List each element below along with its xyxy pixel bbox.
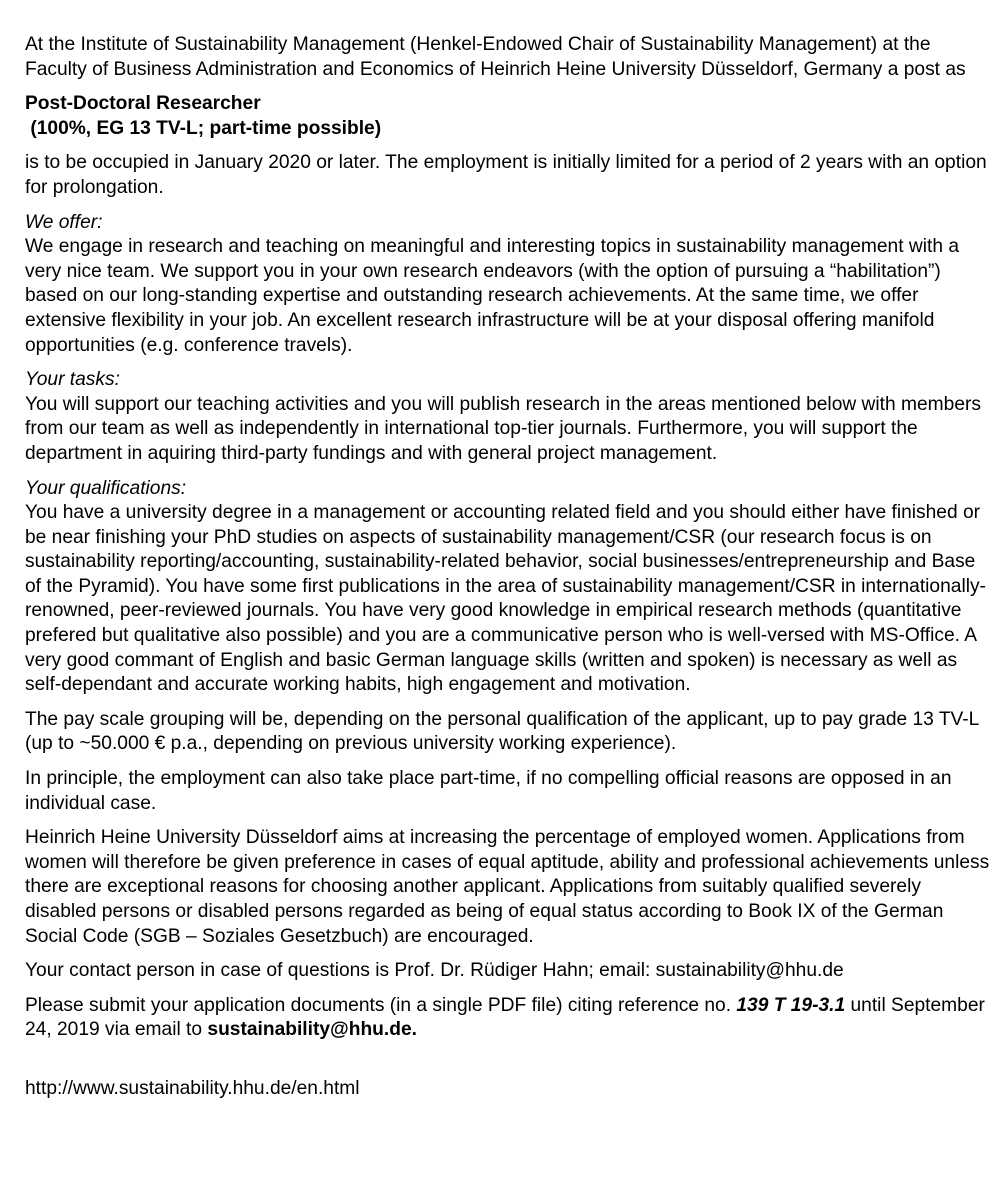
contact-paragraph: Your contact person in case of questions is Prof. Dr. Rüdiger Hahn; email: sustainability@hhu.de <box>25 960 844 982</box>
qualifications-text: You have a university degree in a management or accounting related field and you should either have finished or be near finishing your PhD studies on aspects of sustainability management/CSR (our research focus is on sustainability reporting/accounting, sustainability-related behavior, social businesses/entrepreneurship and Base of the Pyramid). You have some first publications in the area of sustainability management/CSR in internationally-renowned, peer-reviewed journals. You have very good knowledge in empirical research methods (quantitative prefered but qualitative also possible) and you are a communicative person who is well-versed with MS-Office. A very good commant of English and basic German language skills (written and spoken) is necessary as well as self-dependant and accurate working habits, high engagement and motivation. <box>25 502 986 696</box>
tasks-section <box>25 368 990 466</box>
tasks-text: You will support our teaching activities and you will publish research in the areas mentioned below with members from our team as well as independently in international top-tier journals. Furthermore, you will support the department in aquiring third-party fundings and with general project management. <box>25 393 981 464</box>
website-link[interactable]: http://www.sustainability.hhu.de/en.html <box>25 1077 360 1099</box>
reference-number: 139 T 19-3.1 <box>736 994 846 1016</box>
position-title: Post-Doctoral Researcher <box>25 93 261 115</box>
qualifications-section <box>25 477 990 698</box>
pay-paragraph: The pay scale grouping will be, depending on the personal qualification of the applicant, up to pay grade 13 TV-L (up to ~50.000 € p.a., depending on previous university working experience). <box>25 708 979 755</box>
application-text-start: Please submit your application documents (in a single PDF file) citing reference no. <box>25 994 737 1016</box>
position-subtitle: (100%, EG 13 TV-L; part-time possible) <box>25 117 382 139</box>
application-paragraph <box>25 994 990 1043</box>
part-time-paragraph: In principle, the employment can also take place part-time, if no compelling official reasons are opposed in an individual case. <box>25 768 952 814</box>
equality-paragraph: Heinrich Heine University Düsseldorf aims at increasing the percentage of employed women. Applications from women will therefore be given preference in cases of equal aptitude, ability and professional achievements unless there are exceptional reasons for choosing another applicant. Applications from suitably qualified severely disabled persons or disabled persons regarded as being of equal status according to Book IX of the German Social Code (SGB – Soziales Gesetzbuch) are encouraged. <box>25 827 990 947</box>
intro-paragraph: At the Institute of Sustainability Management (Henkel-Endowed Chair of Sustainability Management) at the Faculty of Business Administration and Economics of Heinrich Heine University Düsseldorf, Germany a post as <box>25 34 966 80</box>
job-posting <box>25 33 990 1102</box>
we-offer-heading: We offer: <box>25 211 103 233</box>
we-offer-section <box>25 211 990 359</box>
position-title-block <box>25 92 990 141</box>
qualifications-heading: Your qualifications: <box>25 477 187 499</box>
application-text-middle: until September 24, 2019 via email to <box>25 994 985 1041</box>
tasks-heading: Your tasks: <box>25 369 120 391</box>
occupation-paragraph: is to be occupied in January 2020 or later. The employment is initially limited for a period of 2 years with an option for prolongation. <box>25 152 987 198</box>
we-offer-text: We engage in research and teaching on meaningful and interesting topics in sustainability management with a very nice team. We support you in your own research endeavors (with the option of pursuing a “habilitation”) based on our long-standing expertise and outstanding research achievements. At the same time, we offer extensive flexibility in your job. An excellent research infrastructure will be at your disposal offering manifold opportunities (e.g. conference travels). <box>25 236 960 356</box>
application-email-link[interactable]: sustainability@hhu.de. <box>207 1019 417 1041</box>
